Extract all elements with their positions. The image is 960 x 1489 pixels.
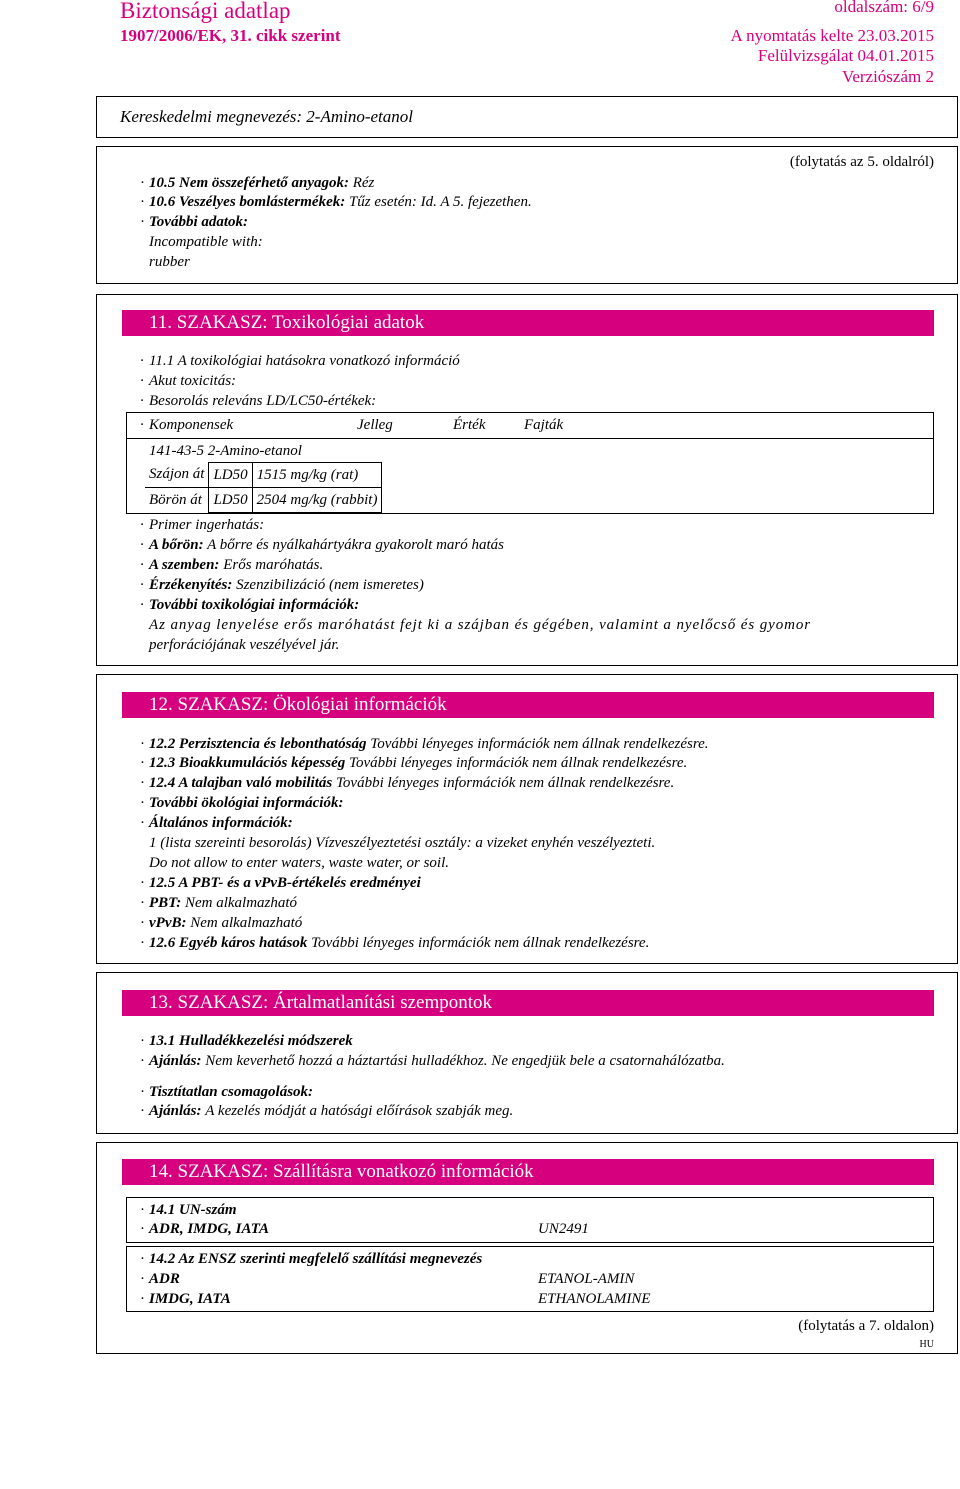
label: 10.5 Nem összeférhető anyagok: [149, 175, 349, 191]
table-row [145, 488, 382, 513]
value: Réz [352, 175, 375, 191]
further-ecology: · További ökológiai információk: [140, 795, 344, 811]
table-header-type: Jelleg [357, 417, 393, 433]
other-adverse-effects: · 12.6 Egyéb káros hatások További lényeges információk nem állnak rendelkezésre. [140, 935, 650, 951]
label: További adatok: [149, 214, 249, 230]
label: 12.5 A PBT- és a vPvB-értékelés eredményei [149, 875, 421, 891]
value: Nem alkalmazható [184, 895, 298, 911]
sensitization: · Érzékenyítés: Szenzibilizáció (nem ismeretes) [140, 577, 424, 593]
uncleaned-packaging: · Tisztítatlan csomagolások: [140, 1084, 314, 1100]
label: IMDG, IATA [149, 1291, 231, 1307]
regulation-reference: 1907/2006/EK, 31. cikk szerint [120, 26, 341, 45]
value: A bőrre és nyálkahártyákra gyakorolt maró hatás [207, 537, 505, 553]
label: A bőrön: [149, 537, 204, 553]
label: 11.1 A toxikológiai hatásokra vonatkozó információ [149, 353, 460, 369]
label: 13.1 Hulladékkezelési módszerek [149, 1033, 353, 1049]
label: Általános információk: [149, 815, 293, 831]
section-11-heading: 11. SZAKASZ: Toxikológiai adatok [122, 310, 934, 336]
label: Akut toxicitás: [149, 373, 237, 389]
skin-effect: · A bőrön: A bőrre és nyálkahártyákra gyakorolt maró hatás [140, 537, 505, 553]
packaging-recommendation: · Ajánlás: A kezelés módját a hatósági előírások szabják meg. [140, 1103, 514, 1119]
label: Besorolás releváns LD/LC50-értékek: [149, 393, 377, 409]
label: 12.6 Egyéb káros hatások [149, 935, 308, 951]
label: Komponensek [149, 417, 234, 433]
type: LD50 [209, 463, 252, 488]
un-number-value: UN2491 [538, 1221, 589, 1237]
general-info: · Általános információk: [140, 815, 293, 831]
label: Primer ingerhatás: [149, 517, 265, 533]
recommendation: · Ajánlás: Nem keverhető hozzá a háztartási hulladékhoz. Ne engedjük bele a csatornahálózatba. [140, 1053, 725, 1069]
label: 12.2 Perzisztencia és lebonthatóság [149, 736, 367, 752]
version-number: Verziószám 2 [841, 67, 934, 86]
pbt-vpvb-results: · 12.5 A PBT- és a vPvB-értékelés eredményei [140, 875, 421, 891]
further-toxicology: · További toxikológiai információk: [140, 597, 360, 613]
label: További toxikológiai információk: [149, 597, 360, 613]
route: Szájon át [145, 463, 209, 488]
label: A szemben: [149, 557, 220, 573]
eye-effect: · A szemben: Erős maróhatás. [140, 557, 324, 573]
further-toxicology-text-2: perforációjának veszélyével jár. [149, 637, 340, 653]
section-13-heading: 13. SZAKASZ: Ártalmatlanítási szempontok [122, 990, 934, 1016]
adr-value: ETANOL-AMIN [538, 1271, 635, 1287]
print-date: A nyomtatás kelte 23.03.2015 [730, 26, 934, 45]
value: Nem alkalmazható [190, 915, 303, 931]
value: Nem keverhető hozzá a háztartási hulladékhoz. Ne engedjük bele a csatornahálózatba. [205, 1053, 725, 1069]
un-number-modes: · ADR, IMDG, IATA [140, 1221, 270, 1237]
label: ADR, IMDG, IATA [149, 1221, 270, 1237]
country-code: HU [919, 1339, 934, 1350]
imdg-iata-value: ETHANOLAMINE [538, 1291, 651, 1307]
label: 12.3 Bioakkumulációs képesség [149, 755, 346, 771]
value: További lényeges információk nem állnak rendelkezésre. [311, 935, 650, 951]
additional-data: · További adatok: [140, 214, 249, 230]
incompatible-with: Incompatible with: [149, 234, 263, 250]
label: További ökológiai információk: [149, 795, 344, 811]
value: További lényeges információk nem állnak rendelkezésre. [370, 736, 709, 752]
water-hazard-class: 1 (lista szereinti besorolás) Vízveszélyeztetési osztály: a vizeket enyhén veszélyezteti. [149, 835, 656, 851]
waste-treatment: · 13.1 Hulladékkezelési módszerek [140, 1033, 353, 1049]
table-row [145, 463, 382, 488]
value: A kezelés módját a hatósági előírások szabják meg. [205, 1103, 514, 1119]
water-warning: Do not allow to enter waters, waste water, or soil. [149, 855, 450, 871]
continued-on: (folytatás a 7. oldalon) [798, 1318, 934, 1334]
bioaccumulation: · 12.3 Bioakkumulációs képesség További lényeges információk nem állnak rendelkezésre. [140, 755, 688, 771]
table-component: 141-43-5 2-Amino-etanol [149, 443, 302, 459]
value: 1515 mg/kg (rat) [252, 463, 382, 488]
value: Szenzibilizáció (nem ismeretes) [236, 577, 424, 593]
label: Érzékenyítés: [149, 577, 233, 593]
label: Ajánlás: [149, 1103, 202, 1119]
document-title: Biztonsági adatlap [120, 0, 291, 23]
ld50-values: · Besorolás releváns LD/LC50-értékek: [140, 393, 377, 409]
label: Ajánlás: [149, 1053, 202, 1069]
vpvb: · vPvB: Nem alkalmazható [140, 915, 303, 931]
hazardous-decomposition: · 10.6 Veszélyes bomlástermékek: Tűz esetén: Id. A 5. fejezethen. [140, 194, 532, 210]
ld50-table [145, 462, 382, 513]
persistence: · 12.2 Perzisztencia és lebonthatóság További lényeges információk nem állnak rendelkezésre. [140, 736, 709, 752]
table-header-components: · Komponensek [140, 417, 234, 433]
label: PBT: [149, 895, 182, 911]
label: 14.2 Az ENSZ szerinti megfelelő szállítási megnevezés [149, 1251, 483, 1267]
further-toxicology-text: Az anyag lenyelése erős maróhatást fejt ki a szájban és gégében, valamint a nyelőcső és gyomor [149, 617, 811, 633]
label: ADR [149, 1271, 180, 1287]
type: LD50 [209, 488, 252, 513]
table-header-value: Érték [453, 417, 486, 433]
adr-label: · ADR [140, 1271, 180, 1287]
value: További lényeges információk nem állnak rendelkezésre. [335, 775, 675, 791]
section-14-heading: 14. SZAKASZ: Szállításra vonatkozó információk [122, 1159, 934, 1185]
incompatible-value: rubber [149, 254, 190, 270]
pbt: · PBT: Nem alkalmazható [140, 895, 298, 911]
toxicology-info: · 11.1 A toxikológiai hatásokra vonatkozó információ [140, 353, 460, 369]
label: 10.6 Veszélyes bomlástermékek: [149, 194, 346, 210]
table-header-species: Fajták [524, 417, 564, 433]
section-12-heading: 12. SZAKASZ: Ökológiai információk [122, 692, 934, 718]
label: 14.1 UN-szám [149, 1202, 237, 1218]
primary-irritation: · Primer ingerhatás: [140, 517, 265, 533]
value: Tűz esetén: Id. A 5. fejezethen. [348, 194, 532, 210]
soil-mobility: · 12.4 A talajban való mobilitás További lényeges információk nem állnak rendelkezésre. [140, 775, 675, 791]
value: További lényeges információk nem állnak rendelkezésre. [349, 755, 688, 771]
label: Tisztítatlan csomagolások: [149, 1084, 314, 1100]
shipping-name: · 14.2 Az ENSZ szerinti megfelelő szállítási megnevezés [140, 1251, 483, 1267]
value: Erős maróhatás. [223, 557, 324, 573]
imdg-iata-label: · IMDG, IATA [140, 1291, 231, 1307]
label: vPvB: [149, 915, 187, 931]
route: Börön át [145, 488, 209, 513]
un-number: · 14.1 UN-szám [140, 1202, 237, 1218]
trade-name: Kereskedelmi megnevezés: 2-Amino-etanol [120, 107, 413, 126]
acute-toxicity: · Akut toxicitás: [140, 373, 237, 389]
value: 2504 mg/kg (rabbit) [252, 488, 382, 513]
label: 12.4 A talajban való mobilitás [149, 775, 333, 791]
continued-from: (folytatás az 5. oldalról) [789, 154, 934, 170]
page-number: oldalszám: 6/9 [834, 0, 934, 16]
incompatible-materials: · 10.5 Nem összeférhető anyagok: Réz [140, 175, 375, 191]
revision-date: Felülvizsgálat 04.01.2015 [757, 46, 934, 65]
